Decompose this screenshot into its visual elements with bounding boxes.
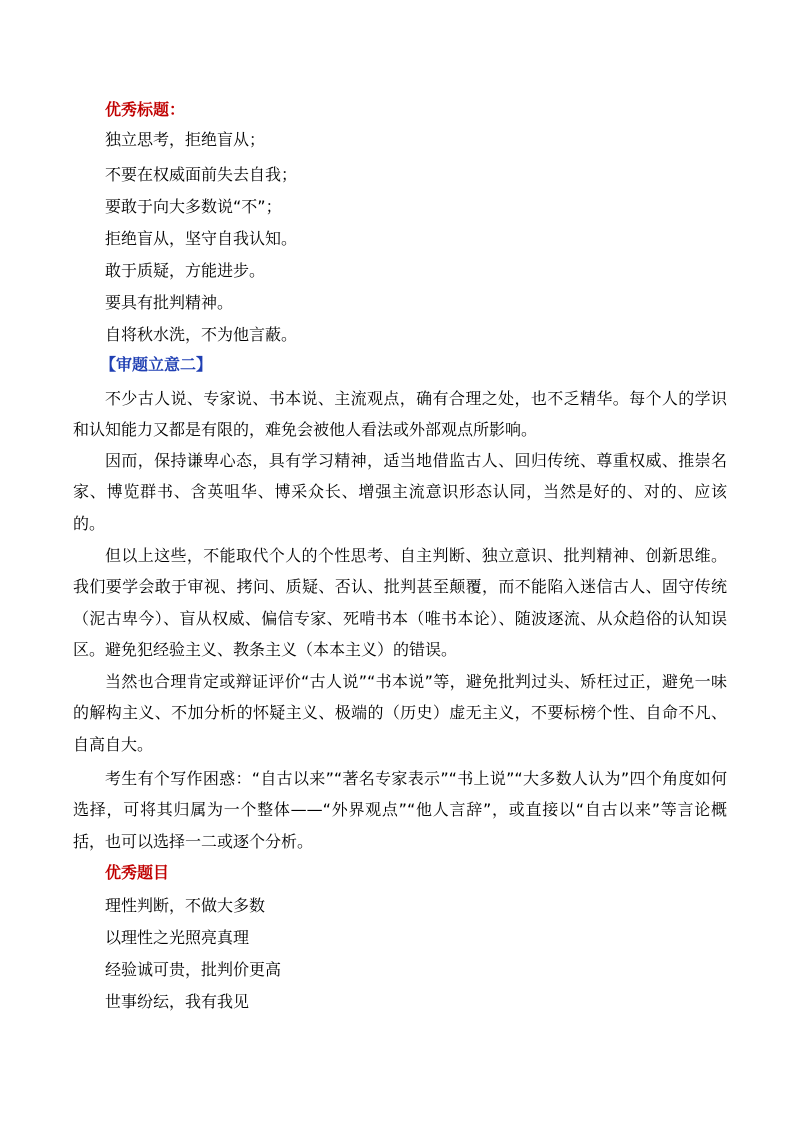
section-heading-topic-two: 【审题立意二】 <box>100 355 213 374</box>
section-heading-excellent-titles: 优秀标题： <box>105 100 186 119</box>
title-item: 自将秋水洗，不为他言蔽。 <box>105 325 298 344</box>
title-item: 理性判断，不做大多数 <box>105 896 266 915</box>
title-item: 不要在权威面前失去自我； <box>105 165 298 184</box>
title-item: 世事纷纭，我有我见 <box>105 992 250 1011</box>
title-item: 敢于质疑，方能进步。 <box>105 261 266 280</box>
paragraph: 当然也合理肯定或辩证评价“古人说”“书本说”等，避免批判过头、矫枉过正，避免一味的解构主义、不加分析的怀疑主义、极端的（历史）虚无主义，不要标榜个性、自命不凡、自高自大。 <box>73 672 727 754</box>
section-heading-excellent-topics: 优秀题目 <box>105 863 170 882</box>
title-item: 经验诚可贵，批判价更高 <box>105 960 282 979</box>
title-item: 要具有批判精神。 <box>105 293 234 312</box>
paragraph: 不少古人说、专家说、书本说、主流观点，确有合理之处，也不乏精华。每个人的学识和认知能力又都是有限的，难免会被他人看法或外部观点所影响。 <box>73 389 727 440</box>
paragraph: 考生有个写作困惑：“自古以来”“著名专家表示”“书上说”“大多数人认为”四个角度如何选择，可将其归属为一个整体——“外界观点”“他人言辞”，或直接以“自古以来”等言论概括，也可以选择一二或逐个分析。 <box>73 769 727 851</box>
paragraph: 但以上这些，不能取代个人的个性思考、自主判断、独立意识、批判精神、创新思维。我们要学会敢于审视、拷问、质疑、否认、批判甚至颠覆，而不能陷入迷信古人、固守传统（泥古卑今）、盲从权威、偏信专家、死啃书本（唯书本论）、随波逐流、从众趋俗的认知误区。避免犯经验主义、教条主义（本本主义）的错误。 <box>73 546 727 660</box>
title-item: 独立思考，拒绝盲从； <box>105 130 266 149</box>
title-item: 拒绝盲从，坚守自我认知。 <box>105 229 298 248</box>
title-item: 要敢于向大多数说“不”； <box>105 197 282 216</box>
title-item: 以理性之光照亮真理 <box>105 928 250 947</box>
paragraph: 因而，保持谦卑心态，具有学习精神，适当地借监古人、回归传统、尊重权威、推崇名家、博览群书、含英咀华、博采众长、增强主流意识形态认同，当然是好的、对的、应该的。 <box>73 451 727 533</box>
